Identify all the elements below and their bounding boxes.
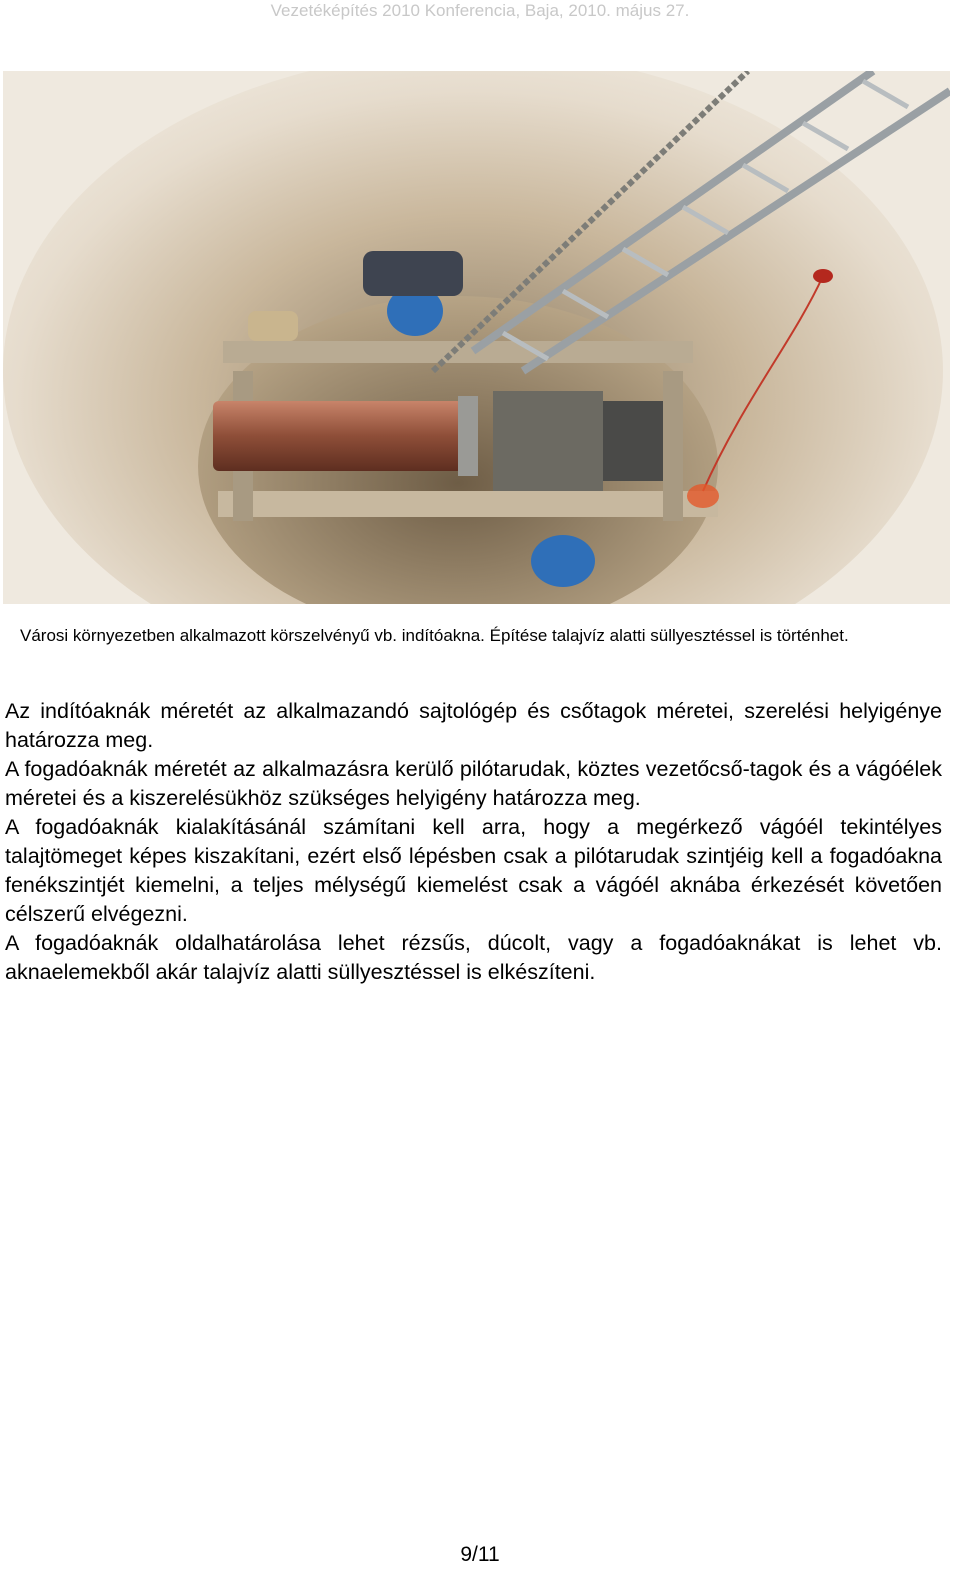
running-header: Vezetéképítés 2010 Konferencia, Baja, 2010. május 27. bbox=[270, 1, 690, 20]
figure-caption: Városi környezetben alkalmazott körszelvényű vb. indítóakna. Építése talajvíz alatti süllyesztéssel is történhet. bbox=[20, 626, 849, 645]
page-number: 9/11 bbox=[460, 1543, 500, 1566]
paragraph: A fogadóaknák kialakításánál számítani kell arra, hogy a megérkező vágóél tekintélyes talajtömeget képes kiszakítani, ezért első lépésben csak a pilótarudak szintjéig kell a fogadóakna fenékszintjét kiemelni, a teljes mélységű kiemelést csak a vágóél aknába érkezését követően célszerű elvégezni. bbox=[5, 815, 942, 926]
paragraph: Az indítóaknák méretét az alkalmazandó sajtológép és csőtagok méretei, szerelési helyigénye határozza meg. bbox=[5, 699, 942, 752]
paragraph: A fogadóaknák méretét az alkalmazásra kerülő pilótarudak, köztes vezetőcső-tagok és a vágóélek méretei és a kiszerelésükhöz szükséges helyigény határozza meg. bbox=[5, 757, 942, 810]
paragraph: A fogadóaknák oldalhatárolása lehet rézsűs, dúcolt, vagy a fogadóaknákat is lehet vb. aknaelemekből akár talajvíz alatti süllyesztéssel is elkészíteni. bbox=[5, 931, 942, 984]
shaft-photo bbox=[3, 71, 950, 604]
body-text bbox=[5, 697, 942, 987]
